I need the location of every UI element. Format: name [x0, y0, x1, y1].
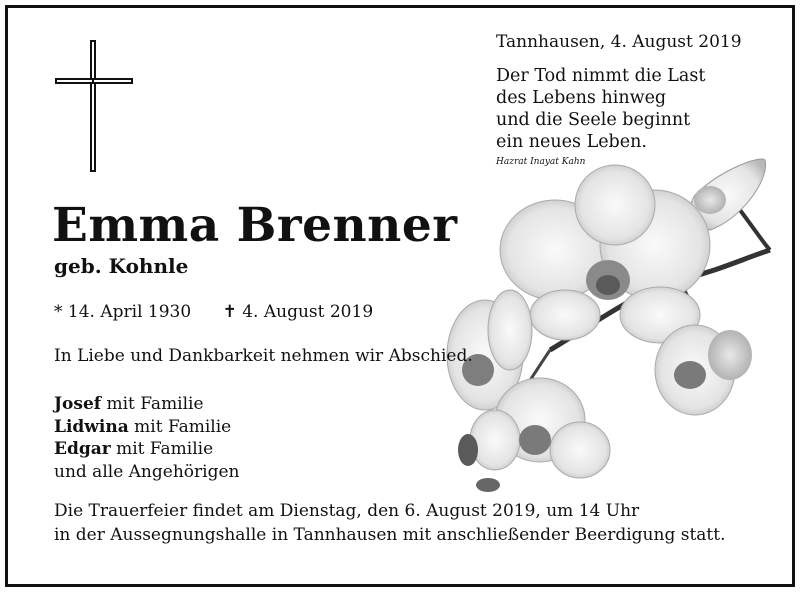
- mourner-suffix: mit Familie: [128, 416, 232, 437]
- orchid-image: [440, 150, 780, 500]
- birth-name: geb. Kohnle: [54, 254, 189, 278]
- birth-date: * 14. April 1930: [54, 302, 192, 322]
- farewell-text: In Liebe und Dankbarkeit nehmen wir Abschied.: [54, 346, 473, 366]
- mourner-item: [54, 393, 239, 416]
- service-line: Die Trauerfeier findet am Dienstag, den 6. August 2019, um 14 Uhr: [54, 501, 640, 521]
- mourner-suffix: mit Familie: [110, 439, 214, 459]
- mourner-name: Edgar: [54, 439, 111, 459]
- mourner-item: [54, 416, 239, 439]
- quote-line: des Lebens hinweg: [496, 88, 667, 108]
- life-dates: [54, 302, 399, 322]
- quote-line: und die Seele beginnt: [496, 110, 691, 130]
- quote-author: Hazrat Inayat Kahn: [496, 157, 586, 167]
- place-date: Tannhausen, 4. August 2019: [496, 32, 742, 52]
- quote: [496, 65, 705, 153]
- mourner-name: Lidwina: [54, 416, 129, 437]
- quote-line: ein neues Leben.: [496, 132, 647, 152]
- cross-icon: [55, 40, 133, 172]
- mourners-list: [54, 393, 239, 483]
- quote-line: Der Tod nimmt die Last: [496, 66, 706, 86]
- service-info: [54, 499, 726, 547]
- mourner-item: [54, 438, 239, 461]
- mourner-name: Josef: [54, 394, 102, 414]
- service-line: in der Aussegnungshalle in Tannhausen mit anschließender Beerdigung statt.: [54, 525, 726, 545]
- mourner-suffix: und alle Angehörigen: [54, 461, 240, 482]
- mourner-suffix: mit Familie: [101, 394, 204, 414]
- deceased-name: Emma Brenner: [52, 198, 458, 253]
- mourner-item: [54, 461, 239, 484]
- death-date: ✝ 4. August 2019: [222, 302, 374, 322]
